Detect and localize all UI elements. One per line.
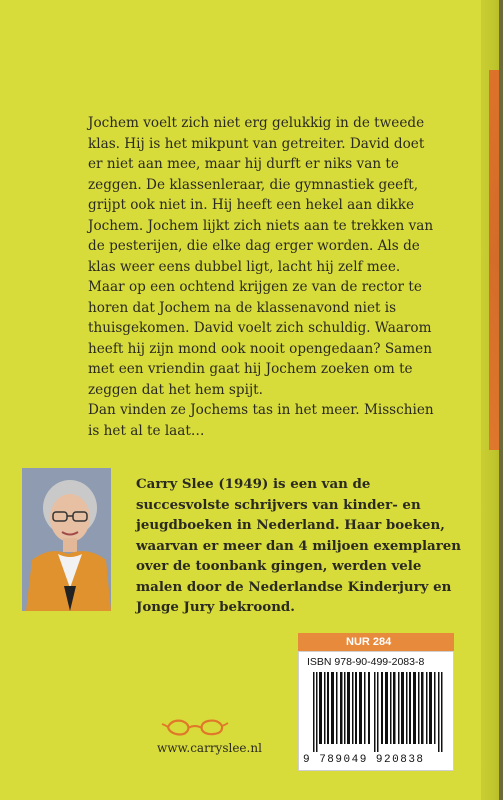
blurb-text: Jochem voelt zich niet erg gelukkig in de tweede klas. Hij is het mikpunt van getreiter. David doet er niet aan mee, maar hij durft er niks van te zeggen. De klassenleraar, die gymnastiek geeft, grijpt ook niet in. Hij heeft een hekel aan dikke Jochem. Jochem lijkt zich niets aan te trekken van de pesterijen, die elke dag erger worden. Als de klas weer eens dubbel ligt, lacht hij zelf mee. Maar op een ochtend krijgen ze van de rector te horen dat Jochem na de klassenavond niet is thuisgekomen. David voelt zich schuldig. Waarom heeft hij zijn mond ook nooit opengedaan? Samen met een vriendin gaat hij Jochem zoeken om te zeggen dat het hem spijt. Dan vinden ze Jochems tas in het meer. Misschien is het al te laat…	[88, 115, 434, 439]
spine-shadow	[499, 0, 503, 800]
website-url[interactable]: www.carryslee.nl	[157, 741, 262, 755]
barcode	[298, 651, 454, 771]
barcode-digits: 9 789049 920838	[303, 754, 425, 766]
glasses-logo-icon	[160, 716, 230, 738]
barcode-bars	[313, 672, 443, 752]
isbn-label: ISBN 978-90-499-2083-8	[307, 656, 425, 668]
author-photo	[22, 468, 111, 611]
nur-code: NUR 284	[346, 636, 392, 648]
nur-label	[298, 633, 454, 651]
author-bio: Carry Slee (1949) is een van de succesvolste schrijvers van kinder- en jeugdboeken in Nederland. Haar boeken, waarvan er meer dan 4 miljoen exemplaren over de toonbank gingen, werden vele malen door de Nederlandse Kinderjury en Jonge Jury bekroond.	[136, 476, 462, 615]
